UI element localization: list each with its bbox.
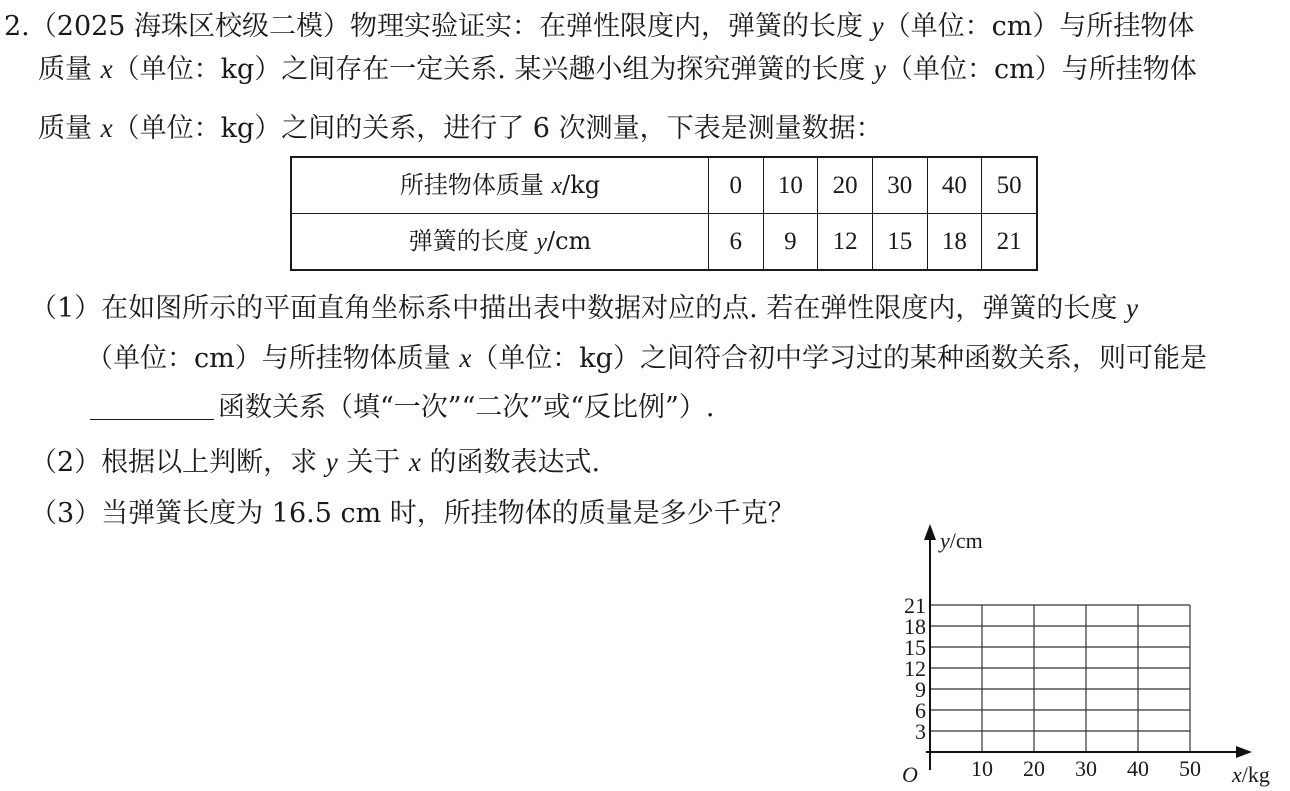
question-1-line-3-text: 函数关系（填“一次”“二次”或“反比例”）. [218,392,715,423]
table-row [291,214,1037,271]
x-tick-label: 30 [1075,756,1097,781]
x-tick-label: 10 [971,756,993,781]
coordinate-grid [880,522,1290,787]
table-cell: 10 [763,157,818,214]
problem-line-3: 质量 x（单位：kg）之间的关系，进行了 6 次测量，下表是测量数据： [38,113,883,144]
y-axis-label: y/cm [940,528,983,553]
table-cell: 50 [982,157,1037,214]
y-tick-label: 6 [915,698,926,723]
table-cell: 6 [709,214,764,271]
question-3: （3）当弹簧长度为 16.5 cm 时，所挂物体的质量是多少千克？ [30,498,795,529]
y-tick-label: 3 [915,719,926,744]
table-cell: 9 [763,214,818,271]
question-1-line-1: （1）在如图所示的平面直角坐标系中描出表中数据对应的点. 若在弹性限度内，弹簧的长度 y [30,293,1138,324]
x-axis-label: x/kg [1232,762,1270,787]
y-tick-label: 18 [904,614,926,639]
problem-line-2: 质量 x（单位：kg）之间存在一定关系. 某兴趣小组为探究弹簧的长度 y（单位：cm）与所挂物体 [38,54,1197,85]
measurement-table [290,156,1038,271]
y-tick-label: 15 [904,635,926,660]
y-axis-arrow [924,524,936,540]
answer-blank[interactable] [90,393,214,420]
table-cell: 40 [927,157,982,214]
x-tick-label: 20 [1023,756,1045,781]
y-tick-label: 9 [915,677,926,702]
x-tick-label: 40 [1127,756,1149,781]
x-axis-arrow [1236,746,1252,758]
question-2: （2）根据以上判断，求 y 关于 x 的函数表达式. [30,447,601,478]
table-cell: 12 [818,214,873,271]
table-row-label-mass: 所挂物体质量 x/kg [291,157,709,214]
table-cell: 21 [982,214,1037,271]
question-1-line-3 [90,390,714,426]
x-tick-label: 50 [1179,756,1201,781]
origin-label: O [902,762,918,787]
table-cell: 20 [818,157,873,214]
problem-line-1: 2.（2025 海珠区校级二模）物理实验证实：在弹性限度内，弹簧的长度 y（单位：cm）与所挂物体 [4,11,1195,42]
table-row [291,157,1037,214]
question-1-line-2: （单位：cm）与所挂物体质量 x（单位：kg）之间符合初中学习过的某种函数关系，则可能是 [86,343,1207,374]
table-cell: 15 [872,214,927,271]
table-cell: 30 [872,157,927,214]
y-tick-label: 21 [904,593,926,618]
table-row-label-length: 弹簧的长度 y/cm [291,214,709,271]
grid-lines [930,605,1190,752]
table-cell: 18 [927,214,982,271]
table-cell: 0 [709,157,764,214]
y-tick-label: 12 [904,656,926,681]
